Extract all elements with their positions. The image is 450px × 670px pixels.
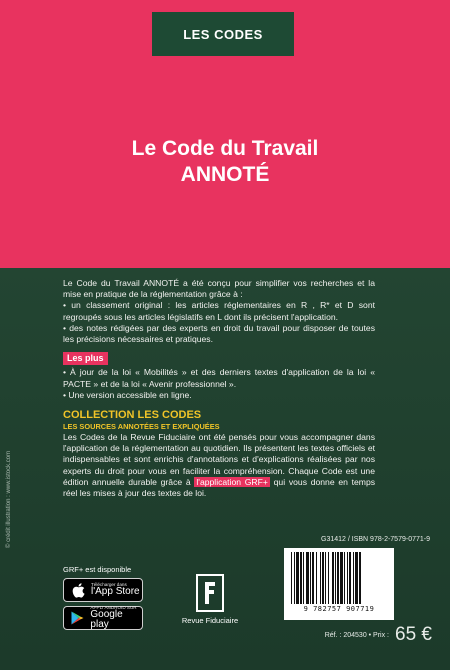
plus-item-1: • À jour de la loi « Mobilités » et des derniers textes d'application de la loi « PACTE » et de la loi « Avenir professionnel ». [63,367,375,389]
app-availability-label: GRF+ est disponible [63,565,132,574]
barcode-bar [294,552,295,604]
google-play-badge[interactable] [63,606,143,630]
series-tab [152,12,294,56]
reference-price-line [282,622,432,648]
title-line-2: ANNOTÉ [180,163,270,186]
collection-text-before: Les Codes de la Revue Fiduciaire ont été pensés pour vous accompagner dans l'application de la réglementation au quotidien. Ils présentent les textes officiels et indispensables et sont enrichis d'annotations et d'explications réalisées par nos experts du droit pour vous en faciliter la compréhension. Chaque Code est une édition annuelle durable grâce à [63,432,375,487]
google-badge-small-text: APPLI ANDROID SUR [90,604,137,610]
publisher-name: Revue Fiduciaire [181,616,239,625]
barcode-number: 9 782757 907719 [303,605,375,613]
barcode-bar [322,552,324,604]
book-title [0,136,450,188]
google-play-icon [69,609,86,627]
barcode-bar [340,552,343,604]
barcode-bar [320,552,321,604]
barcode-bar [316,552,317,604]
collection-text-after: qui vous donne en temps réel les mises à jour des textes de loi. [63,476,376,499]
reference-label: Réf. : 204530 • Prix : [324,631,390,639]
collection-subtitle: LES SOURCES ANNOTÉES ET EXPLIQUÉES [63,422,220,432]
plus-label: Les plus [63,352,108,365]
barcode [284,548,394,620]
illustration-credit: © crédit illustration : www.istock.com [6,450,12,548]
barcode-bar [312,552,314,604]
barcode-bar [332,552,334,604]
apple-badge-small-text: Télécharger dans [91,581,127,587]
apple-badge-big-text: l'App Store [91,586,140,598]
title-line-1: Le Code du Travail [131,137,319,160]
plus-item-2: • Une version accessible en ligne. [63,389,192,400]
collection-title: COLLECTION LES CODES [63,409,202,422]
barcode-bars [289,552,389,604]
series-label: LES CODES [183,26,263,42]
app-store-badge[interactable] [63,578,143,602]
price: 65 € [395,624,432,645]
barcode-bar [296,552,299,604]
barcode-bar [337,552,339,604]
barcode-bar [306,552,309,604]
barcode-bar [310,552,311,604]
barcode-bar [344,552,345,604]
barcode-bar [303,552,304,604]
google-badge-big-text: Google play [90,609,123,631]
barcode-bar [349,552,351,604]
barcode-bar [347,552,348,604]
description-block [63,278,375,499]
barcode-bar [328,552,329,604]
publisher-block [175,574,245,625]
barcode-bar [353,552,354,604]
apple-icon [69,581,87,599]
isbn-line: G31412 / ISBN 978-2-7579-0771-9 [321,536,430,543]
description-bullet-2: • des notes rédigées par des experts en droit du travail pour disposer de toutes les précisions nécessaires et pratiques. [63,322,375,345]
barcode-bar [300,552,302,604]
collection-text [63,432,375,499]
barcode-bar [359,552,361,604]
top-panel [0,0,450,268]
barcode-bar [291,552,292,604]
barcode-bar [335,552,336,604]
publisher-logo-icon [196,574,224,612]
description-intro: Le Code du Travail ANNOTÉ a été conçu pour simplifier vos recherches et la mise en pratique de la réglementation grâce à : [63,278,375,300]
barcode-bar [355,552,358,604]
barcode-bar [325,552,326,604]
description-bullet-1: • un classement original : les articles réglementaires en R , R* et D sont regroupés sous les articles législatifs en L dont ils précisent l'application. [63,300,375,322]
grf-app-highlight: l'application GRF+ [196,476,268,487]
